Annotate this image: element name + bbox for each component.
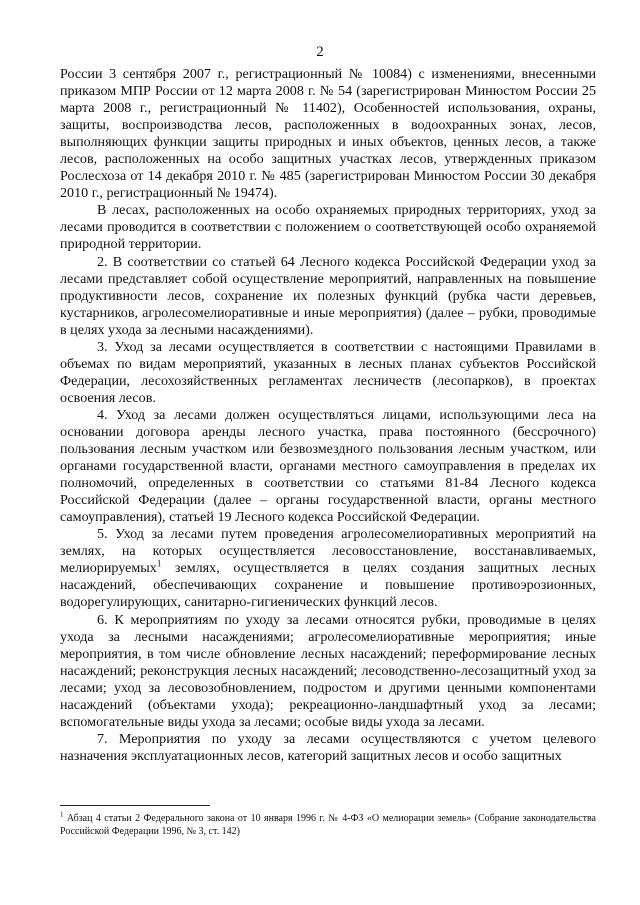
footnote-marker: 1 [60, 810, 64, 819]
footnote-divider [60, 805, 210, 806]
paragraph-item-5 [60, 526, 596, 611]
paragraph-item-2: 2. В соответствии со статьей 64 Лесного кодекса Российской Федерации уход за лесами представляет собой осуществление мероприятий, направленных на повышение продуктивности лесов, сохранение их полезных функций (рубка части деревьев, кустарников, агролесомелиоративные и иные мероприятия) (далее – рубки, проводимые в целях ухода за лесными насаждениями). [60, 253, 596, 338]
footnote-reference: 1 [156, 558, 162, 569]
paragraph-protected-areas: В лесах, расположенных на особо охраняемых природных территориях, уход за лесами проводится в соответствии с положением о соответствующей особо охраняемой природной территории. [60, 202, 596, 253]
paragraph-item-7: 7. Мероприятия по уходу за лесами осуществляются с учетом целевого назначения эксплуатационных лесов, категорий защитных лесов и особо защитных [60, 730, 596, 764]
document-body [60, 66, 596, 765]
paragraph-item-4: 4. Уход за лесами должен осуществляться лицами, использующими леса на основании договора аренды лесного участка, права постоянного (бессрочного) пользования лесным участком или безвозмездного пользования лесным участком, или органами государственной власти, органами местного самоуправления в пределах их полномочий, определенных в соответствии со статьями 81-84 Лесного кодекса Российской Федерации (далее – органы государственной власти, органы местного самоуправления), статьей 19 Лесного кодекса Российской Федерации. [60, 406, 596, 526]
paragraph-item-3: 3. Уход за лесами осуществляется в соответствии с настоящими Правилами в объемах по видам мероприятий, указанных в лесных планах субъектов Российской Федерации, лесохозяйственных регламентах лесничеств (лесопарков), в проектах освоения лесов. [60, 338, 596, 406]
paragraph-item-5-text: 5. Уход за лесами путем проведения агролесомелиоративных мероприятий на землях, на которых осуществляется лесовосстановление, восстанавливаемых, мелиорируемых [60, 526, 596, 577]
footnote [60, 812, 596, 838]
footnote-text: Абзац 4 статьи 2 Федерального закона от 10 января 1996 г. № 4-ФЗ «О мелиорации земель» (Собрание законодательства Российской Федерации 1996, № 3, ст. 142) [60, 813, 596, 837]
paragraph-continuation: России 3 сентября 2007 г., регистрационный № 10084) с изменениями, внесенными приказом МПР России от 12 марта 2008 г. № 54 (зарегистрирован Минюстом России 25 марта 2008 г., регистрационный № 11402), Особенностей использования, охраны, защиты, воспроизводства лесов, расположенных в водоохранных зонах, лесов, выполняющих функции защиты природных и иных объектов, ценных лесов, а также лесов, расположенных на особо защитных участках лесов, утвержденных приказом Рослесхоза от 14 декабря 2010 г. № 485 (зарегистрирован Минюстом России 30 декабря 2010 г., регистрационный № 19474). [60, 66, 596, 202]
paragraph-item-5-text-after: землях, осуществляется в целях создания защитных лесных насаждений, обеспечивающих сохранение и повышение противоэрозионных, водорегулирующих, санитарно-гигиенических функций лесов. [60, 560, 596, 611]
paragraph-item-6: 6. К мероприятиям по уходу за лесами относятся рубки, проводимые в целях ухода за лесными насаждениями; агролесомелиоративные мероприятия; иные мероприятия, в том числе обновление лесных насаждений; переформирование лесных насаждений; реконструкция лесных насаждений; лесоводственно-лесозащитный уход за лесами; уход за лесовозобновлением, подростом и другими ценными компонентами насаждений (объектами ухода); рекреационно-ландшафтный уход за лесами; вспомогательные виды ухода за лесами; особые виды ухода за лесами. [60, 611, 596, 730]
page-number: 2 [316, 44, 324, 60]
